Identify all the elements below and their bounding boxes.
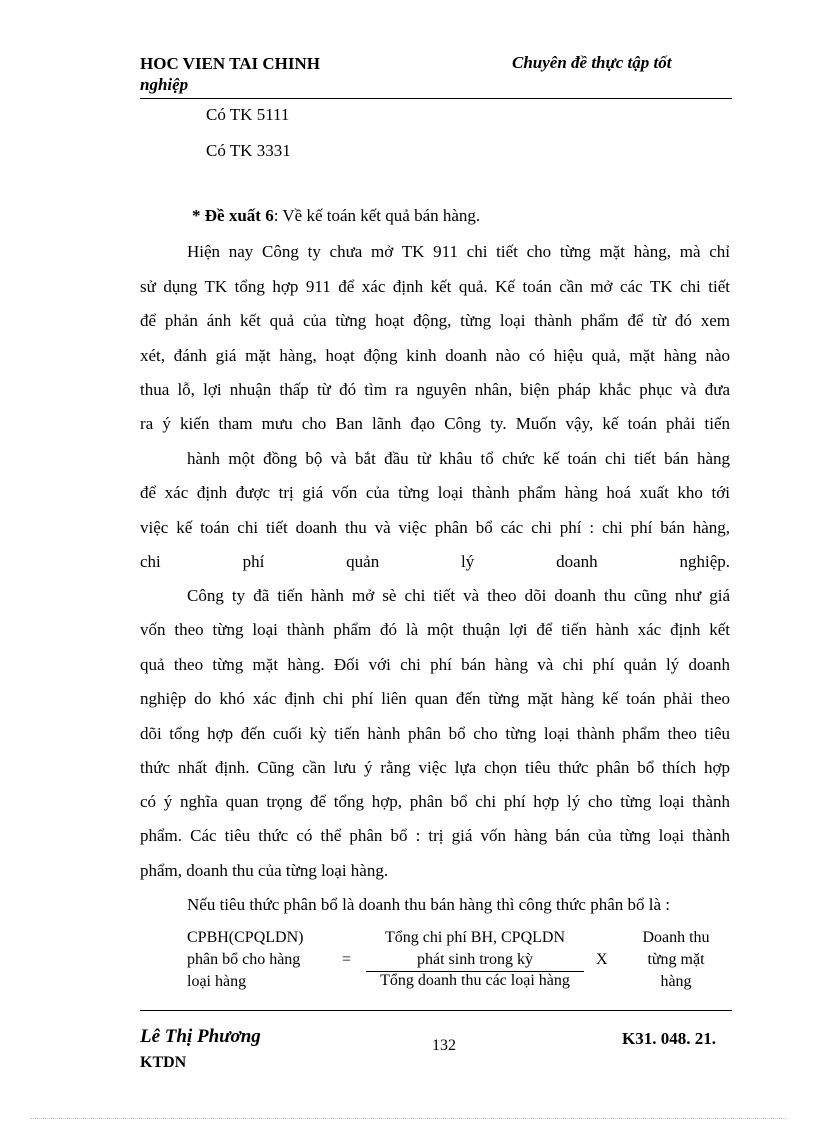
p3-line-3: quả theo từng mặt hàng. Đối với chi phí bán hàng và chi phí quản lý doanh [140,655,730,674]
p1-line-6: ra ý kiến tham mưu cho Ban lãnh đạo Công ty. Muốn vậy, kế toán phải tiến [140,414,730,433]
p3-line-8: phẩm. Các tiêu thức có thể phân bổ : trị giá vốn hàng bán của từng loại thành [140,826,730,845]
footer-code: K31. 048. 21. [622,1029,716,1048]
formula-lhs-line-1: CPBH(CPQLDN) [187,929,304,946]
proposal-label: * Đề xuất 6 [192,206,274,225]
formula-equals: = [342,951,352,968]
formula-denominator: Tổng doanh thu các loại hàng [380,972,570,989]
p2-line-2: để xác định được trị giá vốn của từng loại thành phẩm hàng hoá xuất kho tới [140,483,730,502]
p3-line-7: có ý nghĩa quan trọng để tổng hợp, phân bổ chi phí hợp lý cho từng loại thành [140,792,730,811]
formula-rhs-line-2: từng mặt [647,951,705,968]
header-institution [140,53,320,95]
page-bottom-dotted-line [30,1118,786,1119]
header-title: Chuyên đề thực tập tốt [512,53,672,72]
formula-intro: Nếu tiêu thức phân bổ là doanh thu bán hàng thì công thức phân bổ là : [187,895,670,914]
p3-line-5: dõi tổng hợp đến cuối kỳ tiến hành phân bổ cho từng loại thành phẩm theo tiêu [140,724,730,743]
formula-times: X [596,951,608,968]
formula-rhs-line-3: hàng [660,973,692,990]
entry-tk5111: Có TK 5111 [206,105,290,124]
p3-line-2: vốn theo từng loại thành phẩm đó là một thuận lợi để tiến hành xác định kết [140,620,730,639]
entry-tk3331: Có TK 3331 [206,141,291,160]
header-rule [140,98,732,99]
p3-line-1: Công ty đã tiến hành mở sè chi tiết và theo dõi doanh thu cũng như giá [187,586,730,605]
formula-numerator-line-1: Tổng chi phí BH, CPQLDN [385,929,565,946]
p2-line-4: chi phí quản lý doanh nghiệp. [140,552,730,571]
p1-line-2: sử dụng TK tổng hợp 911 để xác định kết quả. Kế toán cần mở các TK chi tiết [140,277,730,296]
p3-line-4: nghiệp do khó xác định chi phí liên quan đến từng mặt hàng kế toán phải theo [140,689,730,708]
p2-line-3: việc kế toán chi tiết doanh thu và việc phân bổ các chi phí : chi phí bán hàng, [140,518,730,537]
p3-line-9: phẩm, doanh thu của từng loại hàng. [140,861,389,880]
formula-lhs-line-3: loại hàng [187,973,247,990]
formula-rhs-line-1: Doanh thu [642,929,710,946]
p2-line-1: hành một đồng bộ và bắt đầu từ khâu tổ chức kế toán chi tiết bán hàng [187,449,730,468]
footer-page-number: 132 [432,1037,456,1054]
footer-rule [140,1010,732,1011]
p3-line-6: thức nhất định. Cũng cần lưu ý rằng việc lựa chọn tiêu thức phân bổ thích hợp [140,758,730,777]
footer-author: Lê Thị Phương [140,1026,261,1047]
p1-line-1: Hiện nay Công ty chưa mở TK 911 chi tiết cho từng mặt hàng, mà chỉ [187,242,730,261]
p1-line-4: xét, đánh giá mặt hàng, hoạt động kinh doanh nào có hiệu quả, mặt hàng nào [140,346,730,365]
proposal-heading [192,206,480,226]
proposal-text: : Về kế toán kết quả bán hàng. [273,206,481,225]
formula-lhs-line-2: phân bổ cho hàng [187,951,301,968]
header-institution-line2: nghiệp [140,75,189,94]
footer-dept: KTDN [140,1054,187,1071]
p1-line-3: để phản ánh kết quả của từng hoạt động, từng loại thành phẩm để từ đó xem [140,311,730,330]
p1-line-5: thua lỗ, lợi nhuận thấp từ đó tìm ra nguyên nhân, biện pháp khắc phục và đưa [140,380,730,399]
formula-numerator-line-2: phát sinh trong kỳ [417,951,533,968]
header-institution-line1: HOC VIEN TAI CHINH [140,54,320,73]
